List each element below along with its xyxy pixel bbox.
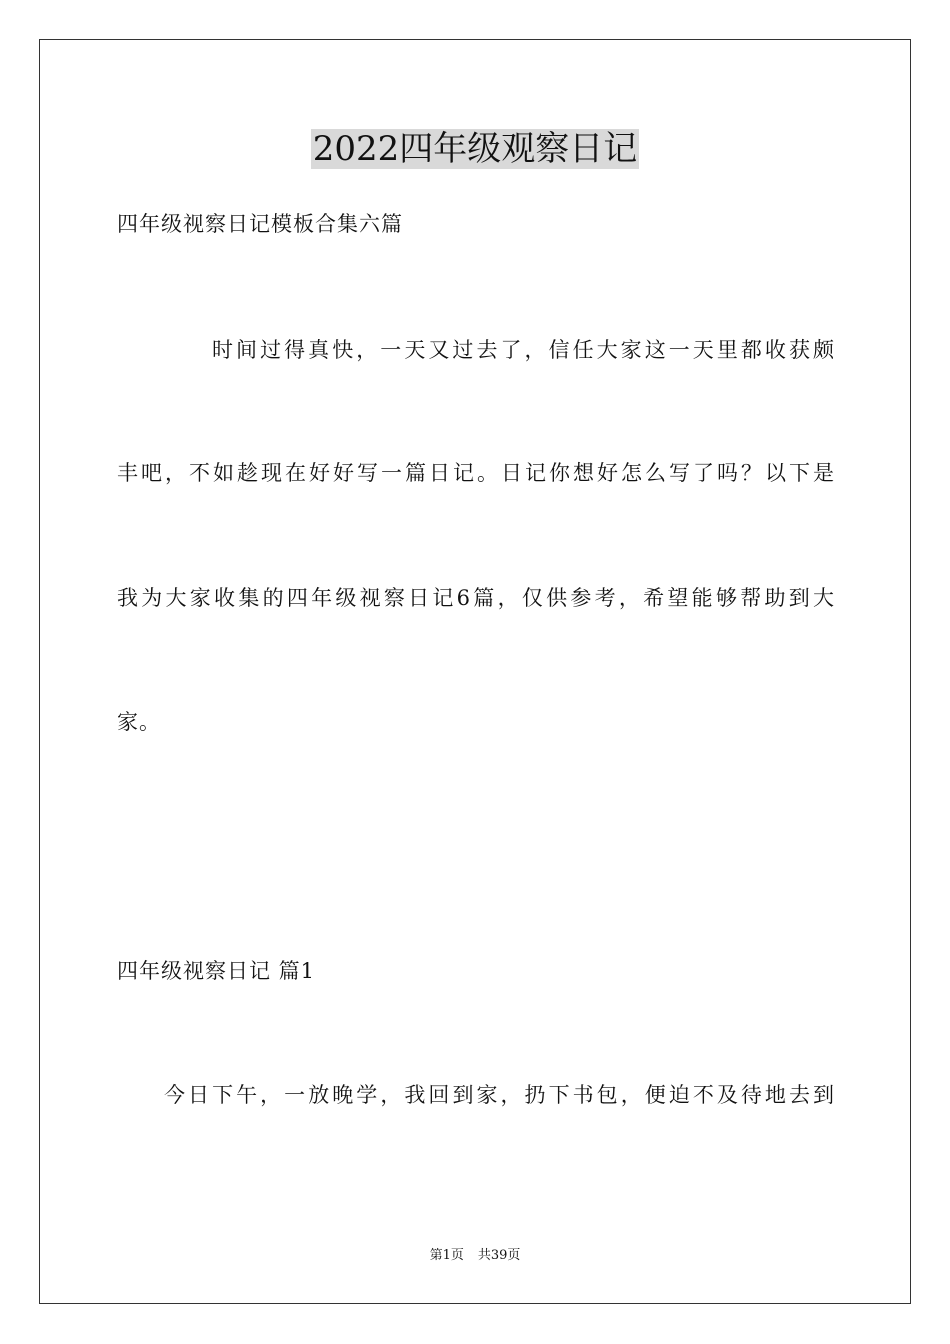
page-footer [0, 1246, 950, 1266]
page-number: 第1页 [429, 1248, 464, 1263]
intro-line-4: 家。 [117, 710, 161, 734]
section-heading: 四年级视察日记 篇1 [117, 959, 316, 983]
intro-line-1: 时间过得真快，一天又过去了，信任大家这一天里都收获颇 [212, 338, 835, 362]
section-first-line: 今日下午，一放晚学，我回到家，扔下书包，便迫不及待地去到 [164, 1083, 835, 1107]
intro-line-2: 丰吧，不如趁现在好好写一篇日记。日记你想好怎么写了吗？以下是 [117, 461, 835, 485]
intro-line-3: 我为大家收集的四年级视察日记6篇，仅供参考，希望能够帮助到大 [117, 586, 835, 610]
document-title [0, 122, 950, 176]
page-total: 共39页 [477, 1248, 521, 1263]
document-title-text: 2022四年级观察日记 [312, 129, 638, 169]
document-subtitle: 四年级视察日记模板合集六篇 [117, 212, 403, 236]
